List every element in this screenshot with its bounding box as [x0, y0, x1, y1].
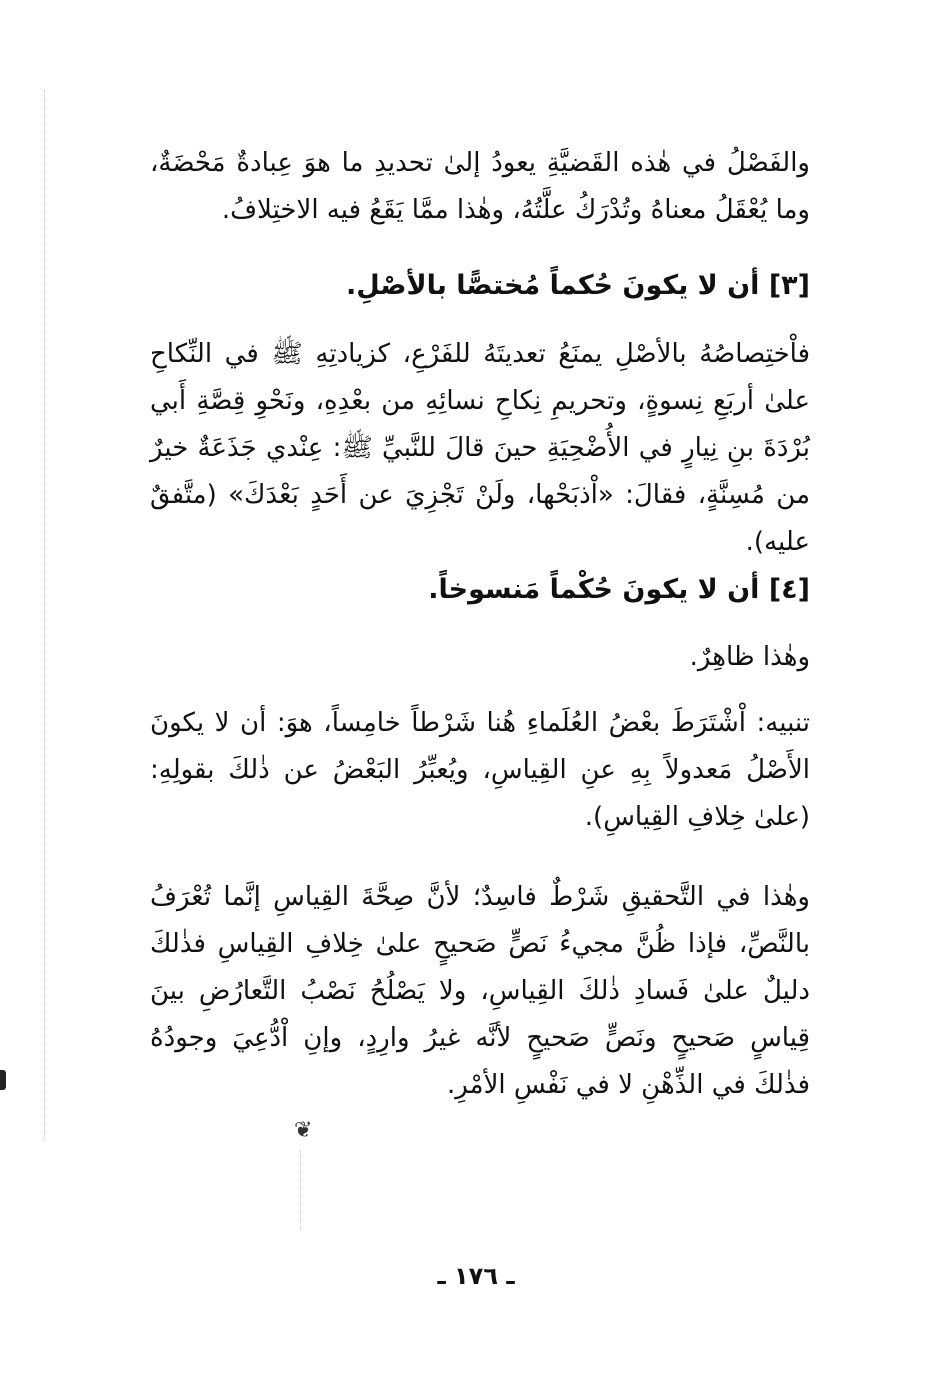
page-number: ـ ١٧٦ ـ: [437, 1262, 515, 1290]
section-heading: [150, 262, 810, 309]
paragraph: [150, 140, 810, 234]
ornament-icon: ❦: [294, 1118, 313, 1143]
note-paragraph: [150, 700, 810, 841]
paragraph: [150, 874, 810, 1109]
heading-condition-4: [٤] أن لا يكونَ حُكْماً مَنسوخاً.: [428, 574, 810, 605]
paragraph-text: وهٰذا في التَّحقيقِ شَرْطٌ فاسِدٌ؛ لأنَّ صِحَّةَ القِياسِ إنَّما تُعْرَفُ بالنَّصِّ، فإذا ظُنَّ مجيءُ نَصٍّ صَحيحٍ علىٰ خِلافِ القِياسِ فذٰلكَ دليلٌ علىٰ فَسادِ ذٰلكَ القِياسِ، ولا يَصْلُحُ نَصْبُ التَّعارُضِ بينَ قِياسٍ صَحيحٍ ونَصٍّ صَحيحٍ لأنَّه غيرُ وارِدٍ، وإنِ اْدُّعِيَ وجودُهُ فذٰلكَ في الذِّهْنِ لا في نَفْسِ الأمْرِ.: [150, 882, 810, 1100]
paragraph-text: والفَصْلُ في هٰذه القَضيَّةِ يعودُ إلىٰ تحديدِ ما هوَ عِبادةٌ مَحْضَةٌ، وما يُعْقَلُ معناهُ وتُدْرَكُ علَّتُهُ، وهٰذا ممَّا يَقَعُ فيه الاختِلافُ.: [150, 148, 810, 225]
margin-guide: [300, 1150, 302, 1230]
paragraph: [150, 331, 810, 566]
paragraph-text: وهٰذا ظاهِرٌ.: [689, 642, 810, 672]
note-text: تنبيه: اْشْتَرَطَ بعْضُ العُلَماءِ هُنا شَرْطاً خامِساً، هوَ: أن لا يكونَ الأَصْلُ مَعدولاً بِهِ عنِ القِياسِ، ويُعبِّرُ البَعْضُ عن ذٰلكَ بقولِهِ: (علىٰ خِلافِ القِياسِ).: [150, 708, 810, 832]
heading-condition-3: [٣] أن لا يكونَ حُكماً مُختصًّا بالأصْلِ.: [346, 270, 810, 301]
page-edge-mark: [0, 1070, 6, 1090]
paragraph-text: فاْختِصاصُهُ بالأصْلِ يمنَعُ تعديتَهُ للفَرْعِ، كزيادتِهِ ﷺ في النِّكاحِ علىٰ أربَعِ نِسوةٍ، وتحريمِ نِكاحِ نسائِهِ من بعْدِهِ، ونَحْوِ قِصَّةِ أَبي بُرْدَةَ بنِ نِيارٍ في الأُضْحِيَةِ حينَ قالَ للنَّبيِّ ﷺ: عِنْدي جَذَعَةٌ خيرٌ من مُسِنَّةٍ، فقالَ: «اْذبَحْها، ولَنْ تَجْزِيَ عن أَحَدٍ بَعْدَكَ» (متَّفقٌ عليه).: [150, 339, 810, 557]
section-heading: [150, 566, 810, 613]
margin-guide: [44, 90, 46, 1140]
paragraph: [150, 634, 810, 681]
